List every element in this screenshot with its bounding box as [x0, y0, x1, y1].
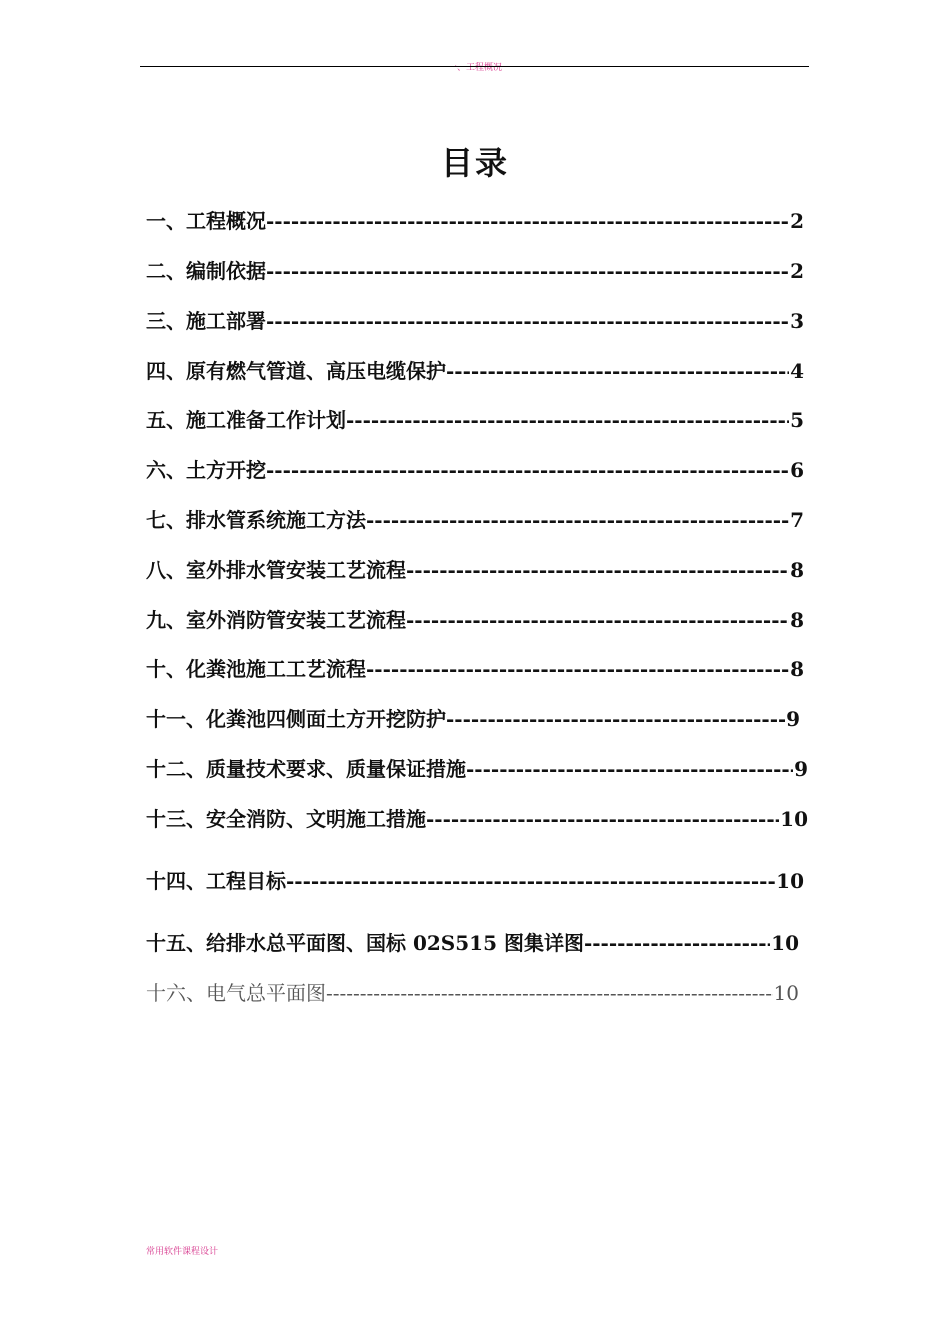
running-header: 一、工程概况: [447, 63, 502, 73]
toc-entry-page: 9: [794, 757, 808, 781]
toc-entry-title: 工程概况: [186, 209, 266, 233]
toc-entry[interactable]: [146, 866, 804, 896]
toc-entry-page: 10: [776, 869, 804, 893]
toc-entry[interactable]: [146, 505, 804, 535]
toc-entry-page: 9: [786, 707, 800, 731]
toc-entry-title: 化粪池四侧面土方开挖防护: [206, 707, 446, 731]
toc-entry[interactable]: [146, 804, 808, 834]
toc-entry-title: 原有燃气管道、高压电缆保护: [186, 359, 446, 383]
toc-entry-page: 2: [790, 209, 804, 233]
toc-entry-number: 一、: [146, 209, 186, 233]
toc-entry-title: 排水管系统施工方法: [186, 508, 366, 532]
toc-entry-title: 安全消防、文明施工措施: [206, 807, 426, 831]
toc-leader: [584, 928, 770, 958]
toc-leader: [406, 555, 789, 585]
toc-entry-number: 四、: [146, 359, 186, 383]
toc-entry[interactable]: [146, 754, 808, 784]
toc-entry[interactable]: [146, 405, 804, 435]
toc-entry-title: 给排水总平面图、国标 02S515 图集详图: [206, 931, 584, 955]
toc-entry-number: 十六、: [146, 981, 206, 1005]
toc-entry-number: 五、: [146, 408, 186, 432]
toc-entry-number: 十三、: [146, 807, 206, 831]
toc-entry-title: 编制依据: [186, 259, 266, 283]
toc-entry-number: 二、: [146, 259, 186, 283]
toc-leader: [446, 704, 785, 734]
toc-entry[interactable]: [146, 704, 800, 734]
toc-entry-number: 三、: [146, 309, 186, 333]
toc-entry-number: 十、: [146, 657, 186, 681]
toc-leader: [446, 356, 789, 386]
page-footer: 常用软件课程设计: [146, 1247, 219, 1257]
toc-entry-page: 10: [773, 981, 799, 1005]
toc-entry-page: 3: [790, 309, 804, 333]
toc-entry[interactable]: [146, 356, 804, 386]
toc-entry-number: 十一、: [146, 707, 206, 731]
toc-entry[interactable]: [146, 206, 804, 236]
toc-entry[interactable]: [146, 256, 804, 286]
header-rule: [140, 66, 809, 67]
toc-entry-title: 化粪池施工工艺流程: [186, 657, 366, 681]
toc-entry-title: 施工准备工作计划: [186, 408, 346, 432]
toc-leader: [366, 505, 789, 535]
toc-entry-title: 质量技术要求、质量保证措施: [206, 757, 466, 781]
toc-entry-title: 电气总平面图: [206, 981, 326, 1005]
toc-entry-page: 7: [790, 508, 804, 532]
toc-entry-page: 2: [790, 259, 804, 283]
toc-leader: [286, 866, 775, 896]
toc-entry-page: 6: [790, 458, 804, 482]
toc-entry-number: 十五、: [146, 931, 206, 955]
toc-entry[interactable]: [146, 306, 804, 336]
toc-entry-number: 八、: [146, 558, 186, 582]
toc-entry[interactable]: [146, 978, 799, 1008]
toc-entry-number: 六、: [146, 458, 186, 482]
toc-entry-number: 七、: [146, 508, 186, 532]
toc-leader: [406, 605, 789, 635]
toc-leader: [366, 654, 789, 684]
toc-leader: [466, 754, 793, 784]
toc-entry[interactable]: [146, 555, 804, 585]
toc-leader: [426, 804, 779, 834]
toc-title: 目录: [440, 144, 509, 182]
toc-entry[interactable]: [146, 605, 804, 635]
toc-entry-page: 8: [790, 657, 804, 681]
toc-leader: [266, 455, 789, 485]
toc-entry-title: 土方开挖: [186, 458, 266, 482]
toc-leader: [266, 206, 789, 236]
toc-entry[interactable]: [146, 928, 799, 958]
toc-entry-page: 4: [790, 359, 804, 383]
toc-leader: [346, 405, 789, 435]
toc-entry-page: 5: [790, 408, 804, 432]
toc-entry-page: 10: [780, 807, 808, 831]
toc-entry-title: 工程目标: [206, 869, 286, 893]
toc-entry-title: 施工部署: [186, 309, 266, 333]
toc-entry-number: 九、: [146, 608, 186, 632]
toc-entry[interactable]: [146, 455, 804, 485]
toc-leader: [326, 978, 773, 1008]
toc-entry-number: 十二、: [146, 757, 206, 781]
toc-leader: [266, 256, 789, 286]
toc-leader: [266, 306, 789, 336]
toc-entry-page: 8: [790, 558, 804, 582]
toc-entry-page: 8: [790, 608, 804, 632]
toc-entry-title: 室外消防管安装工艺流程: [186, 608, 406, 632]
toc-entry-title: 室外排水管安装工艺流程: [186, 558, 406, 582]
toc-entry-page: 10: [771, 931, 799, 955]
toc-entry[interactable]: [146, 654, 804, 684]
toc-entry-number: 十四、: [146, 869, 206, 893]
